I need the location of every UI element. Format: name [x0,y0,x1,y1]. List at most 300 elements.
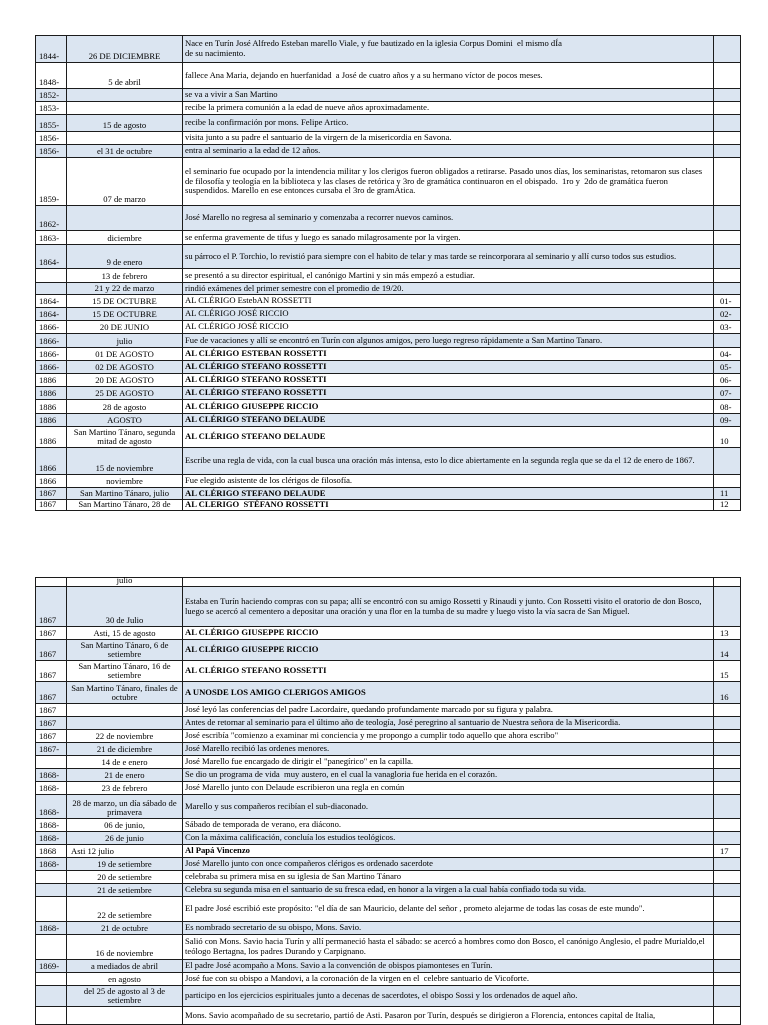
table-row [36,102,741,115]
table-row [36,321,741,334]
letter-number-text: 11 [720,488,729,499]
event-cell [183,308,714,321]
event-cell [183,884,714,897]
letter-number-cell [714,1007,741,1025]
date-text: San Martino Tánaro, finales de octubre [71,682,180,703]
year-cell [36,819,67,832]
letter-number-cell [714,897,741,922]
event-cell [183,231,714,245]
year-cell [36,832,67,845]
date-cell [67,575,183,587]
event-cell [183,475,714,488]
letter-number-cell [714,973,741,986]
year-text: 1867 [39,718,57,729]
letter-number-cell [714,206,741,231]
year-cell [36,935,67,960]
letter-number-text: 12 [720,499,729,510]
year-text: 1886 [39,402,57,413]
letter-number-text [714,587,740,626]
date-cell [67,145,183,158]
year-text: 1852- [39,90,60,101]
event-text: Se dio un programa de vida muy austero, en el cual la vanagloria fue herida en el corazón. [185,769,498,780]
event-text: recibe la confirmación por mons. Felipe Artico. [185,117,349,128]
letter-number-cell [714,769,741,782]
date-cell [67,922,183,935]
date-cell [67,627,183,640]
date-text: San Martino Tánaro, 28 de [78,499,171,510]
event-cell [183,206,714,231]
letter-number-cell [714,231,741,245]
year-text [36,935,66,959]
letter-number-cell [714,627,741,640]
year-text [36,578,66,586]
event-text: AL CLÉRIGO STEFANO DELAUDE [185,414,326,425]
letter-number-text: 01- [720,296,732,307]
date-text: 15 de noviembre [95,463,154,474]
event-cell [183,488,714,500]
date-text: 01 DE AGOSTO [95,349,154,360]
table-row [36,348,741,361]
letter-number-text: 13 [720,628,729,639]
event-text: Salió con Mons. Savio hacia Turín y allí permaneció hasta el sábado: se acercó a hombres como don Bosco, el canónigo Anglesio, el padre Murialdo,el teólogo Bertagna, los padres Durando y Carpignano. [185,936,707,956]
year-text: 1867 [39,731,57,742]
date-cell [67,1007,183,1025]
year-text: 1886 [39,415,57,426]
table-row [36,832,741,845]
event-text: rindió exámenes del primer semestre con el promedio de 19/20. [185,282,404,293]
date-cell [67,704,183,717]
letter-number-cell [714,730,741,743]
year-cell [36,960,67,973]
year-cell [36,374,67,387]
letter-number-text [714,871,740,883]
letter-number-text: 10 [720,436,729,447]
date-text: Asti, 15 de agosto [93,628,156,639]
year-cell [36,488,67,500]
event-text: Celebra su segunda misa en el santuario de su fresca edad, en honor a la virgen a la cual había confiado toda su vida. [185,884,586,895]
year-cell [36,36,67,63]
date-text: San Martino Tánaro, julio [79,488,170,499]
date-text: 14 de e enero [101,757,148,768]
date-cell [67,871,183,884]
table-row [36,374,741,387]
table-row [36,334,741,348]
year-cell [36,795,67,819]
date-text: julio [116,336,133,347]
year-cell [36,102,67,115]
year-text: 1886 [39,436,57,447]
letter-number-text [714,973,740,985]
event-text: Estaba en Turín haciendo compras con su papa; allí se encontró con su amigo Rossetti y Rinaudi y junto. Con Rossetti visito el oratorio de don Bosco, luego se acercó al cementero a depositar una oración y una flor en la tumba de su madre y luego visto la vía sacra de San Miguel. [185,595,704,616]
event-cell [183,871,714,884]
event-text: se va a vivir a San Martino [185,89,278,100]
letter-number-text [714,145,740,157]
event-text: AL CLÉRIGO STEFANO ROSSETTI [185,374,327,385]
date-text: 06 de junio, [104,820,145,831]
date-cell [67,884,183,897]
letter-number-cell [714,321,741,334]
year-cell [36,475,67,488]
event-text: AL CLÉRIGO GIUSEPPE RICCIO [185,627,319,638]
table-row [36,63,741,89]
year-cell [36,500,67,511]
event-cell [183,283,714,295]
event-text: su párroco el P. Torchio, lo revistió para siempre con el habito de telar y mas tarde se reincorporara al seminario y allí curso todos sus estudios. [185,250,677,261]
letter-number-cell [714,845,741,858]
date-text: en agosto [108,974,141,985]
letter-number-cell [714,387,741,400]
event-text: AL CLÉRIGO STEFANO ROSSETTI [185,387,327,398]
year-cell [36,884,67,897]
date-cell [67,858,183,871]
date-cell [67,361,183,374]
event-text: AL CLÉRIGO STEFANO ROSSETTI [185,361,327,372]
year-text: 1867 [39,649,57,660]
letter-number-text [714,884,740,896]
date-cell [67,63,183,89]
year-text: 1855- [39,120,60,131]
letter-number-cell [714,374,741,387]
letter-number-text [714,832,740,844]
event-text: AL CLÉRIGO EstebAN ROSSETTI [185,295,312,306]
event-cell [183,578,714,587]
year-cell [36,158,67,206]
date-text: 20 DE JUNIO [99,322,150,333]
year-cell [36,334,67,348]
letter-number-text: 03- [720,322,732,333]
table-row [36,682,741,704]
event-cell [183,819,714,832]
date-text: 30 de Julio [105,615,144,626]
table-row [36,756,741,769]
letter-number-text [714,769,740,781]
letter-number-text [714,206,740,230]
date-text: 23 de febrero [101,783,148,794]
year-text: 1866 [39,463,57,474]
year-text: 1868- [39,859,60,870]
event-cell [183,269,714,283]
letter-number-cell [714,832,741,845]
date-text [67,704,182,716]
letter-number-cell [714,704,741,717]
year-text: 1866 [39,476,57,487]
letter-number-cell [714,308,741,321]
date-cell [67,587,183,627]
year-text [36,897,66,921]
year-cell [36,1007,67,1025]
letter-number-text [714,269,740,282]
letter-number-cell [714,578,741,587]
event-cell [183,36,714,63]
year-cell [36,387,67,400]
table-row [36,231,741,245]
event-text: celebraba su primera misa en su iglesia de San Martino Tánaro [185,871,402,882]
event-text [183,578,713,586]
year-cell [36,627,67,640]
letter-number-cell [714,400,741,414]
letter-number-text: 02- [720,309,732,320]
year-cell [36,361,67,374]
event-text: A UNOSDE LOS AMIGO CLERIGOS AMIGOS [185,686,366,697]
event-cell [183,387,714,400]
year-cell [36,308,67,321]
year-cell [36,63,67,89]
letter-number-text [714,334,740,347]
letter-number-text [714,960,740,972]
year-cell [36,295,67,308]
year-text: 1868- [39,820,60,831]
letter-number-text [714,935,740,959]
year-text [36,1007,66,1024]
table-row [36,884,741,897]
event-cell [183,682,714,704]
date-text: 15 DE OCTUBRE [92,296,157,307]
date-cell [67,308,183,321]
year-text: 1867 [39,705,57,716]
year-text: 1859- [39,194,60,205]
date-cell [67,374,183,387]
date-text: 9 de enero [106,257,143,268]
year-cell [36,973,67,986]
event-cell [183,935,714,960]
event-cell [183,115,714,132]
event-text: AL CLÉRIGO STEFANO ROSSETTI [185,665,327,676]
date-text: 13 de febrero [101,271,148,282]
letter-number-text: 17 [720,846,729,857]
year-cell [36,922,67,935]
event-text: Fue de vacaciones y allí se encontró en Turín con algunos amigos, pero luego regreso rápidamente a San Martino Tanaro. [185,334,603,345]
event-text: Escribe una regla de vida, con la cual busca una oración más intensa, esto lo dice abiertamente en la segunda regla que se da el 12 de enero de 1867. [185,455,695,466]
year-text: 1868 [39,846,57,857]
letter-number-cell [714,500,741,511]
date-cell [67,115,183,132]
letter-number-cell [714,448,741,475]
date-text [67,206,182,230]
letter-number-text [714,102,740,114]
event-cell [183,63,714,89]
letter-number-text: 07- [720,388,732,399]
table-row [36,743,741,756]
timeline-table [35,35,741,511]
event-cell [183,730,714,743]
letter-number-cell [714,935,741,960]
event-cell [183,717,714,730]
date-text: 28 de marzo, un día sábado de primavera [72,797,179,818]
event-cell [183,960,714,973]
date-text: 26 de junio [105,833,144,844]
event-text: El padre José acompaño a Mons. Savio a la convención de obispos piamonteses en Turín. [185,960,493,971]
table-row [36,206,741,231]
year-cell [36,427,67,448]
event-cell [183,627,714,640]
table-row [36,871,741,884]
letter-number-text [714,245,740,268]
timeline-table [35,577,741,1025]
event-cell [183,769,714,782]
table-row [36,704,741,717]
letter-number-cell [714,986,741,1007]
date-text [67,102,182,114]
table-row [36,36,741,63]
event-cell [183,102,714,115]
event-cell [183,448,714,475]
date-text [67,717,182,729]
letter-number-cell [714,245,741,269]
date-cell [67,795,183,819]
letter-number-cell [714,269,741,283]
letter-number-text: 05- [720,362,732,373]
year-text: 1866- [39,336,60,347]
event-cell [183,158,714,206]
date-text: el 31 de octubre [96,146,153,157]
year-cell [36,704,67,717]
year-text [36,283,66,294]
year-text: 1856- [39,146,60,157]
year-cell [36,578,67,587]
year-cell [36,414,67,427]
year-text: 1866- [39,349,60,360]
date-text [67,132,182,144]
date-text: 15 DE OCTUBRE [92,309,157,320]
date-text: 26 DE DICIEMBRE [88,51,161,62]
date-cell [67,132,183,145]
table-row [36,427,741,448]
event-cell [183,782,714,795]
event-cell [183,295,714,308]
letter-number-cell [714,427,741,448]
year-cell [36,986,67,1007]
date-cell [67,845,183,858]
letter-number-text [714,717,740,729]
year-cell [36,717,67,730]
letter-number-text: 04- [720,349,732,360]
event-text: fallece Ana Maria, dejando en huerfanidad a José de cuatro años y a su hermano víctor de pocos meses. [185,69,543,80]
date-text: 20 de setiembre [97,872,152,883]
event-text: entra al seminario a la edad de 12 años. [185,145,321,156]
date-text: del 25 de agosto al 3 de setiembre [83,985,168,1006]
table-row [36,245,741,269]
table-row [36,145,741,158]
letter-number-cell [714,756,741,769]
year-text: 1866- [39,322,60,333]
date-cell [67,283,183,295]
table-row [36,295,741,308]
table-row [36,115,741,132]
table-row [36,308,741,321]
letter-number-cell [714,858,741,871]
letter-number-cell [714,63,741,89]
event-cell [183,845,714,858]
letter-number-cell [714,115,741,132]
event-cell [183,756,714,769]
year-text: 1867 [39,615,57,626]
event-cell [183,89,714,102]
event-cell [183,661,714,682]
table-row [36,897,741,922]
year-cell [36,321,67,334]
letter-number-cell [714,36,741,63]
event-text: José Marello fue encargado de dirigir el "panegírico" en la capilla. [185,756,414,767]
year-text: 1868- [39,770,60,781]
table-row [36,922,741,935]
year-text: 1886 [39,388,57,399]
letter-number-text: 06- [720,375,732,386]
letter-number-cell [714,661,741,682]
year-text [36,973,66,985]
year-cell [36,845,67,858]
year-text: 1867- [39,744,60,755]
date-cell [67,231,183,245]
event-cell [183,361,714,374]
event-cell [183,334,714,348]
letter-number-text [714,756,740,768]
event-cell [183,973,714,986]
event-cell [183,897,714,922]
event-text: José Marello junto con once compañeros clérigos es ordenado sacerdote [185,858,433,869]
event-cell [183,795,714,819]
date-cell [67,448,183,475]
year-cell [36,348,67,361]
date-cell [67,661,183,682]
letter-number-text [714,132,740,144]
event-text: AL CLERIGO STÉFANO ROSSETTI [185,499,329,510]
table-row [36,640,741,661]
event-cell [183,587,714,627]
table-row [36,1007,741,1025]
letter-number-cell [714,884,741,897]
event-cell [183,414,714,427]
table-row [36,475,741,488]
table-row [36,283,741,295]
date-cell [67,819,183,832]
event-text: Sábado de temporada de verano, era diácono. [185,819,342,830]
year-cell [36,587,67,627]
year-cell [36,871,67,884]
letter-number-text [714,743,740,755]
date-text: 21 de enero [104,770,145,781]
table-row [36,448,741,475]
event-text: Nace en Turín José Alfredo Esteban marello Viale, y fue bautizado en la iglesia Corpus Domini el mismo dÍa de su nacimiento. [185,38,562,58]
letter-number-text: 09- [720,415,732,426]
event-cell [183,245,714,269]
event-text: participo en los ejercicios espirituales junto a decenas de sacerdotes, el obispo Sossi y los ordenados de aquel año. [185,990,578,1001]
table-row [36,858,741,871]
letter-number-text [714,36,740,62]
letter-number-text [714,283,740,294]
year-cell [36,145,67,158]
table-row [36,387,741,400]
letter-number-text: 15 [720,670,729,681]
letter-number-cell [714,640,741,661]
event-cell [183,743,714,756]
event-text: AL CLÉRIGO GIUSEPPE RICCIO [185,400,319,411]
event-text: Fue elegido asistente de los clérigos de filosofía. [185,475,353,486]
date-cell [67,348,183,361]
table-row [36,986,741,1007]
date-cell [67,935,183,960]
letter-number-text: 08- [720,402,732,413]
date-cell [67,640,183,661]
table-row [36,488,741,500]
date-cell [67,960,183,973]
letter-number-cell [714,795,741,819]
letter-number-cell [714,283,741,295]
letter-number-cell [714,717,741,730]
letter-number-cell [714,960,741,973]
date-text: 02 DE AGOSTO [95,362,154,373]
event-cell [183,400,714,414]
letter-number-text [714,730,740,742]
